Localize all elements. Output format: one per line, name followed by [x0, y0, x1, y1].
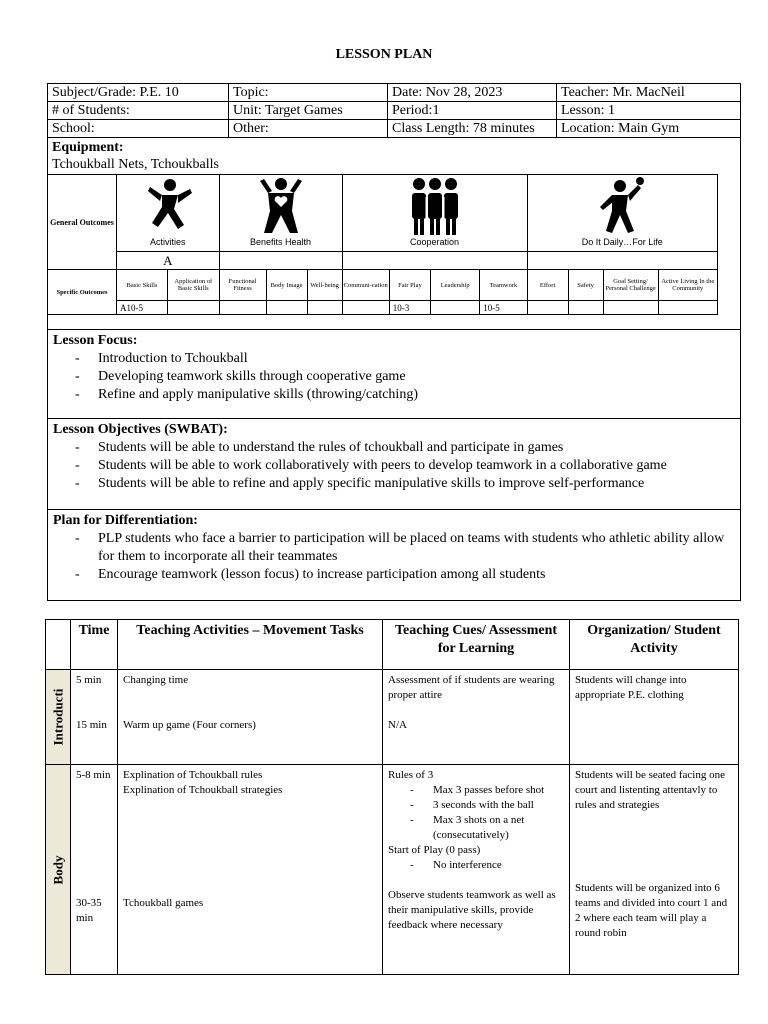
- specific-outcome-value: 10-5: [480, 301, 527, 315]
- specific-outcome-header: Fair Play: [389, 270, 430, 301]
- lesson-focus-section: [48, 329, 740, 418]
- time-header: Time: [71, 620, 118, 670]
- specific-outcome-header: Body Image: [266, 270, 307, 301]
- specific-outcome-header: Functional Fitness: [219, 270, 266, 301]
- activity-cell: Explination of Tchoukball rules Explination of Tchoukball strategies Tchoukball games: [118, 765, 383, 975]
- list-item: - PLP students who face a barrier to participation will be placed on teams with students who athletic ability allow for them to incorporate all their teammates: [75, 531, 725, 564]
- specific-outcome-value: [168, 301, 220, 315]
- students-cell: # of Students:: [48, 102, 229, 120]
- lesson-info-table: [47, 83, 741, 138]
- specific-outcome-header: Safety: [568, 270, 603, 301]
- specific-outcome-header: Communi-cation: [342, 270, 389, 301]
- class-length-cell: Class Length: 78 minutes: [388, 120, 557, 138]
- organization-header: Organization/ Student Activity: [570, 620, 739, 670]
- list-item: - Introduction to Tchoukball: [75, 351, 248, 366]
- throwing-figure-icon: [594, 177, 650, 235]
- equipment-text: Tchoukball Nets, Tchoukballs: [52, 157, 219, 172]
- specific-outcome-header: Active Living In the Community: [658, 270, 717, 301]
- lesson-details-box: [47, 137, 741, 601]
- specific-outcome-value: [527, 301, 568, 315]
- list-item: - Max 3 shots on a net (consecutatively): [410, 814, 525, 841]
- running-figure-icon: [140, 177, 196, 233]
- heart-figure-icon: [256, 177, 306, 235]
- activity-cell: Changing time Warm up game (Four corners): [118, 670, 383, 765]
- organization-cell: Students will change into appropriate P.E. clothing: [570, 670, 739, 765]
- corner-cell: [46, 620, 71, 670]
- cue-cell: Assessment of if students are wearing proper attire N/A: [383, 670, 570, 765]
- outcomes-table: [48, 174, 718, 315]
- list-item: - 3 seconds with the ball: [410, 799, 534, 811]
- list-item: - Students will be able to refine and apply specific manipulative skills to improve self-performance: [75, 476, 645, 491]
- cue-cell: Rules of 3 - Max 3 passes before shot - 3 seconds with the ball - Max 3 shots on a net (consecutatively) Start of Play (0 pass) - No interference Observe students teamwork as well as their manipulative skills, provide feedback where necessary: [383, 765, 570, 975]
- other-cell: Other:: [229, 120, 388, 138]
- subject-cell: Subject/Grade: P.E. 10: [48, 84, 229, 102]
- differentiation-section: [48, 509, 740, 600]
- specific-outcome-value: A10-5: [117, 301, 168, 315]
- differentiation-label: Plan for Differentiation:: [53, 513, 198, 528]
- unit-cell: Unit: Target Games: [229, 102, 388, 120]
- general-outcome-benefits-health: [219, 175, 342, 252]
- specific-outcome-value: [307, 301, 342, 315]
- list-item: - Max 3 passes before shot: [410, 784, 545, 796]
- specific-outcome-header: Well-being: [307, 270, 342, 301]
- equipment-section: [52, 139, 219, 173]
- school-cell: School:: [48, 120, 229, 138]
- specific-outcome-value: [431, 301, 480, 315]
- specific-outcome-value: 10-3: [389, 301, 430, 315]
- activities-header: Teaching Activities – Movement Tasks: [118, 620, 383, 670]
- activities-caption: Activities: [150, 237, 186, 247]
- period-cell: Period:1: [388, 102, 557, 120]
- teacher-cell: Teacher: Mr. MacNeil: [557, 84, 741, 102]
- general-outcome-activities: [117, 175, 220, 252]
- specific-outcome-header: Leadership: [431, 270, 480, 301]
- general-outcome-letter: A: [117, 252, 220, 270]
- general-outcome-letter: [219, 252, 342, 270]
- lesson-objectives-label: Lesson Objectives (SWBAT):: [53, 422, 228, 437]
- specific-outcome-header: Effort: [527, 270, 568, 301]
- specific-outcome-value: [219, 301, 266, 315]
- list-item: - Refine and apply manipulative skills (throwing/catching): [75, 387, 418, 402]
- list-item: - No interference: [410, 859, 502, 871]
- specific-outcome-value: [603, 301, 658, 315]
- list-item: - Encourage teamwork (lesson focus) to increase participation among all students: [75, 567, 546, 582]
- general-outcome-do-it-daily: [527, 175, 717, 252]
- specific-outcome-value: [342, 301, 389, 315]
- lesson-objectives-section: [48, 418, 740, 509]
- general-outcome-letter: [342, 252, 527, 270]
- page-title: LESSON PLAN: [335, 47, 433, 62]
- list-item: - Students will be able to work collaboratively with peers to develop teamwork in a collaborative game: [75, 458, 667, 473]
- general-outcome-cooperation: [342, 175, 527, 252]
- location-cell: Location: Main Gym: [557, 120, 741, 138]
- specific-outcome-header: Goal Setting/ Personal Challenge: [603, 270, 658, 301]
- benefits-health-caption: Benefits Health: [250, 237, 312, 247]
- time-cell: 5 min 15 min: [71, 670, 118, 765]
- introduction-row-label: Introducti: [46, 670, 71, 765]
- date-cell: Date: Nov 28, 2023: [388, 84, 557, 102]
- specific-outcome-value: [568, 301, 603, 315]
- lesson-cell: Lesson: 1: [557, 102, 741, 120]
- cooperation-caption: Cooperation: [410, 237, 460, 247]
- general-outcomes-label: General Outcomes: [48, 175, 117, 270]
- specific-outcome-value: [266, 301, 307, 315]
- organization-cell: Students will be seated facing one court and listenting attentavly to rules and strategies Students will be organized into 6 teams and divided into court 1 and 2 where each team will play a round robin: [570, 765, 739, 975]
- equipment-label: Equipment:: [52, 140, 124, 155]
- time-cell: 5-8 min 30-35 min: [71, 765, 118, 975]
- group-figures-icon: [409, 177, 461, 235]
- do-it-daily-caption: Do It Daily…For Life: [581, 237, 663, 247]
- specific-outcome-header: Application of Basic Skills: [168, 270, 220, 301]
- specific-outcome-header: Basic Skills: [117, 270, 168, 301]
- schedule-table: [45, 619, 739, 975]
- topic-cell: Topic:: [229, 84, 388, 102]
- general-outcome-letter: [527, 252, 717, 270]
- list-item: - Developing teamwork skills through cooperative game: [75, 369, 406, 384]
- cues-header: Teaching Cues/ Assessment for Learning: [383, 620, 570, 670]
- specific-outcomes-label: Specific Outcomes: [48, 270, 117, 315]
- specific-outcome-header: Teamwork: [480, 270, 527, 301]
- list-item: - Students will be able to understand the rules of tchoukball and participate in games: [75, 440, 564, 455]
- lesson-focus-label: Lesson Focus:: [53, 333, 138, 348]
- specific-outcome-value: [658, 301, 717, 315]
- body-row-label: Body: [46, 765, 71, 975]
